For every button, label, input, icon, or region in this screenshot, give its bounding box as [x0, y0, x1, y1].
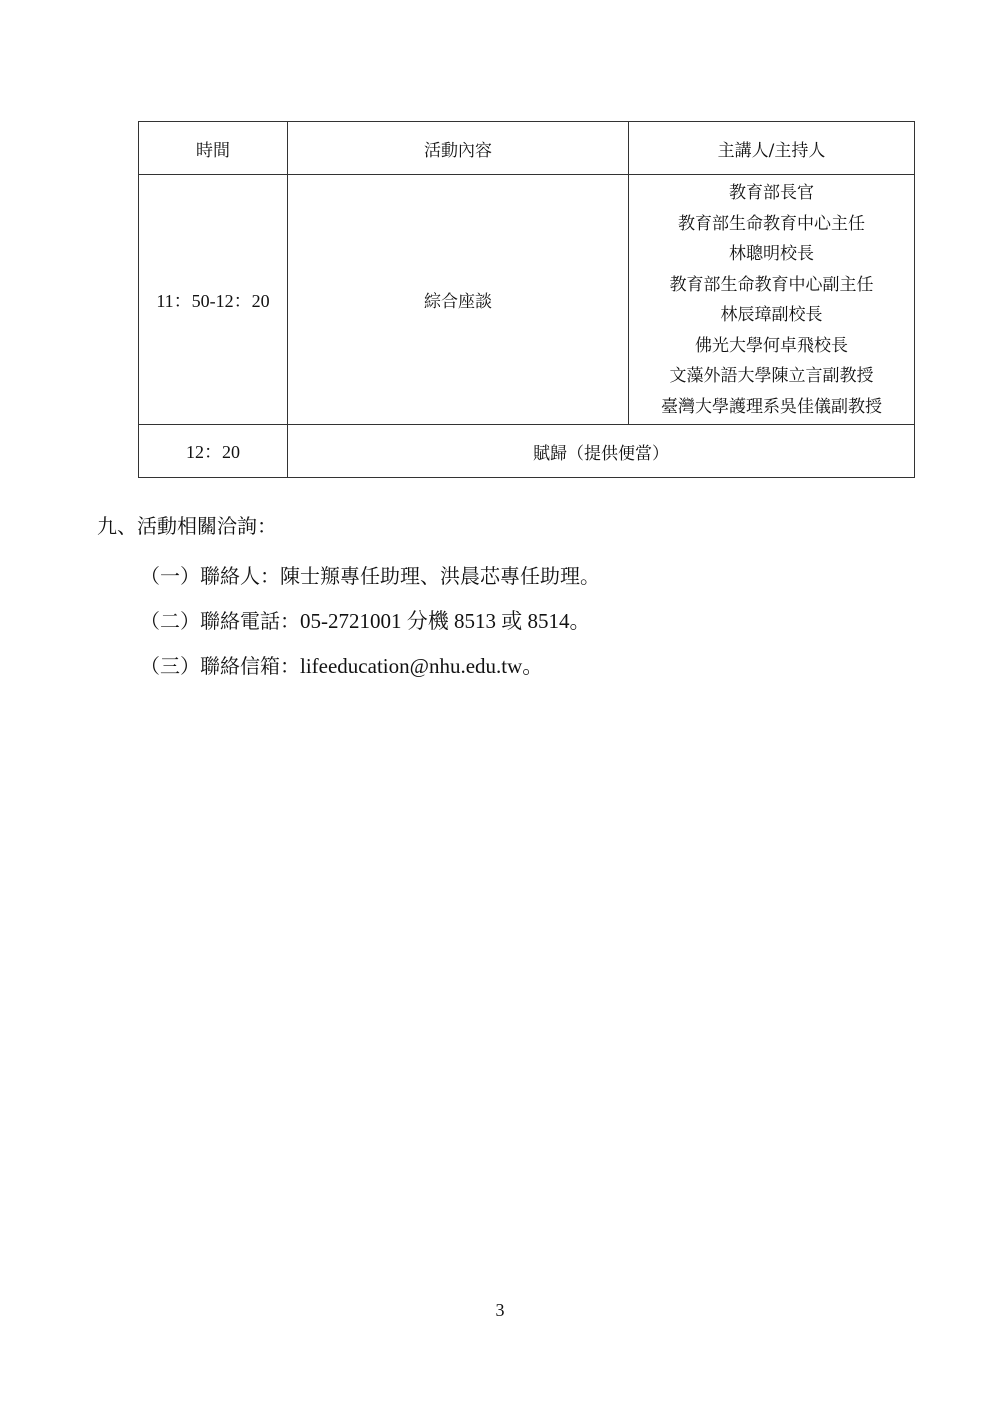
- contact-person-label: （一）聯絡人：: [140, 564, 280, 588]
- row-time: 11：50-12：20: [156, 290, 270, 311]
- contact-person-value: 陳士羱專任助理、洪晨芯專任助理。: [280, 564, 600, 588]
- schedule-table: [138, 121, 915, 478]
- speaker-line: 文藻外語大學陳立言副教授: [669, 366, 874, 386]
- contact-phone-value: 05-2721001 分機 8513 或 8514。: [300, 609, 591, 633]
- header-speaker: 主講人/主持人: [629, 122, 915, 175]
- row-time-cell: [139, 425, 288, 478]
- speaker-line: 臺灣大學護理系吳佳儀副教授: [661, 396, 882, 417]
- header-time: 時間: [139, 122, 288, 175]
- contact-email-value: lifeeducation@nhu.edu.tw。: [300, 654, 544, 678]
- row-content: 賦歸（提供便當）: [288, 425, 915, 478]
- contact-email: [140, 650, 543, 680]
- row-time: 12：20: [186, 442, 240, 462]
- row-content: 綜合座談: [288, 175, 629, 425]
- contact-email-label: （三）聯絡信箱：: [140, 654, 300, 678]
- contact-phone: [140, 605, 591, 635]
- header-content: 活動內容: [288, 122, 629, 175]
- speaker-line: 教育部長官: [729, 183, 814, 203]
- section-title: 九、活動相關洽詢：: [97, 514, 277, 538]
- contact-phone-label: （二）聯絡電話：: [140, 609, 300, 633]
- table-row: [139, 425, 915, 478]
- table-row: [139, 175, 915, 425]
- page-number: 3: [495, 1300, 505, 1320]
- table-header-row: [139, 122, 915, 175]
- speaker-line: 林辰璋副校長: [720, 305, 823, 325]
- contact-person: [140, 560, 600, 589]
- row-speakers: [629, 175, 915, 425]
- speaker-line: 林聰明校長: [729, 244, 814, 264]
- speaker-line: 教育部生命教育中心主任: [678, 213, 865, 234]
- speaker-line: 教育部生命教育中心副主任: [669, 274, 874, 295]
- speaker-line: 佛光大學何卓飛校長: [695, 335, 848, 356]
- row-time-cell: [139, 175, 288, 425]
